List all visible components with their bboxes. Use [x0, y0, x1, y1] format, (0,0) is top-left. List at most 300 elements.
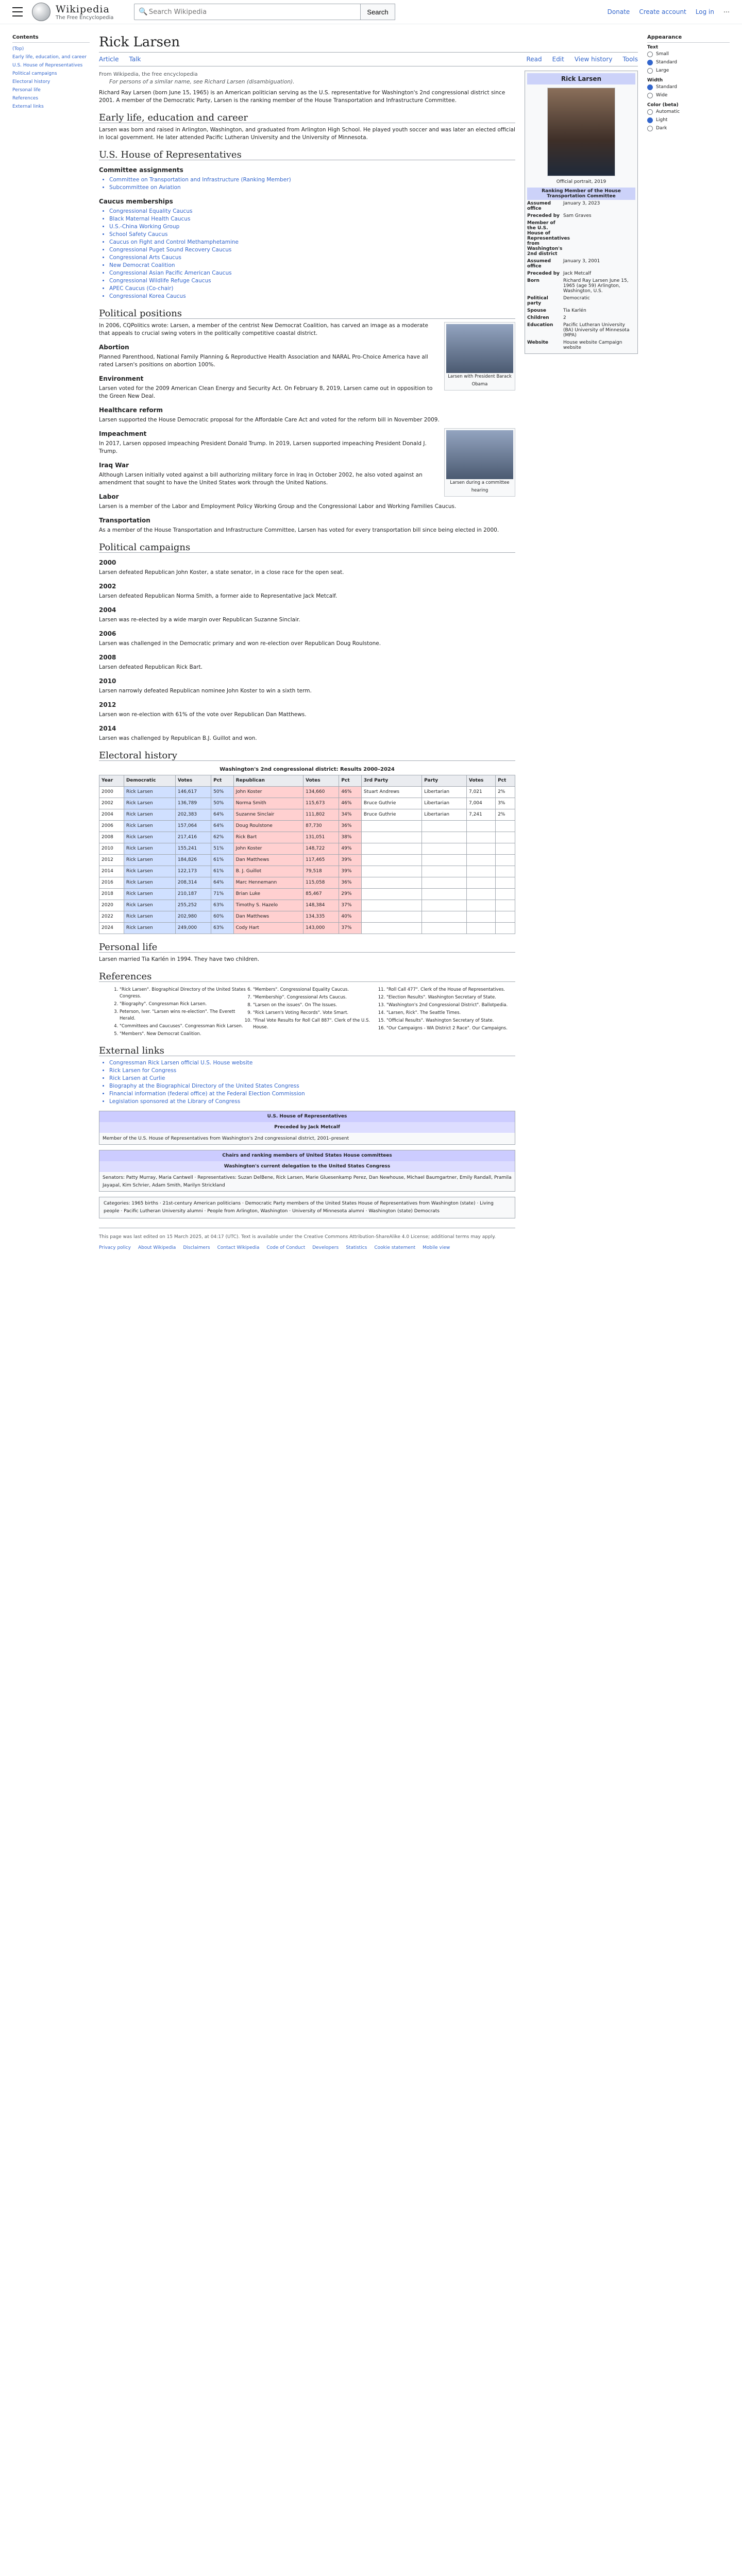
color-automatic-option[interactable] — [647, 108, 730, 116]
campaign-text: Larsen was challenged in the Democratic primary and won re-election over Republican Doug Roulstone. — [99, 640, 381, 647]
table-cell: 117,465 — [303, 855, 339, 866]
infobox-key: Spouse — [527, 308, 546, 313]
table-cell — [466, 923, 495, 934]
list-item[interactable]: • Congressional Wildlife Refuge Caucus — [109, 277, 515, 285]
toc-item[interactable]: Electoral history — [12, 79, 50, 84]
external-link[interactable]: • Congressman Rick Larsen official U.S. House website — [109, 1059, 515, 1067]
column-header: Year — [99, 775, 124, 787]
section-text: In 2017, Larsen opposed impeaching President Donald Trump. In 2019, Larsen supported impeaching President Donald J. Trump. — [99, 440, 427, 454]
year-heading: 2002 — [99, 583, 116, 590]
table-cell: 111,802 — [303, 809, 339, 821]
table-cell: 7,241 — [466, 809, 495, 821]
table-cell: 136,789 — [175, 798, 211, 809]
subsection-heading: Environment — [99, 375, 144, 382]
table-cell: 2008 — [99, 832, 124, 843]
section-text: In 2006, CQPolitics wrote: Larsen, a member of the centrist New Democrat Coalition, has carved an image as a moderate that appeals to crucial swing voters in the politically competitive coastal district. — [99, 323, 428, 336]
list-item[interactable]: • Congressional Asian Pacific American Caucus — [109, 269, 515, 277]
table-cell: Stuart Andrews — [361, 787, 421, 798]
table-cell: 63% — [211, 900, 233, 911]
categories-box[interactable]: Categories: 1965 births · 21st-century American politicians · Democratic Party members of the United States House of Representatives from Washington (state) · Living people · Pacific Lutheran University alumni · People from Arlington, Washington · University of Minnesota alumni · Washington (state) Democrats — [99, 1197, 515, 1218]
table-cell — [496, 900, 515, 911]
tab-view-history[interactable]: View history — [574, 56, 613, 63]
election-table — [99, 764, 515, 934]
site-logo[interactable] — [32, 3, 113, 21]
table-cell: 131,051 — [303, 832, 339, 843]
external-link[interactable]: • Legislation sponsored at the Library of Congress — [109, 1098, 515, 1106]
campaign-text: Larsen was re-elected by a wide margin over Republican Suzanne Sinclair. — [99, 617, 300, 623]
infobox-key: Preceded by — [527, 213, 560, 218]
list-item[interactable]: • U.S.-China Working Group — [109, 223, 515, 231]
external-link[interactable]: • Rick Larsen at Curlie — [109, 1075, 515, 1082]
reference-item[interactable]: 1. "Rick Larsen". Biographical Directory of the United States Congress. — [120, 987, 248, 1000]
year-heading: 2014 — [99, 725, 116, 732]
page-body — [0, 24, 742, 1257]
infobox-title: Rick Larsen — [527, 73, 635, 84]
table-cell: Suzanne Sinclair — [233, 809, 303, 821]
table-cell: Marc Hennemann — [233, 877, 303, 889]
table-row — [99, 866, 515, 877]
site-header — [0, 0, 742, 24]
page-title: Rick Larsen — [99, 35, 638, 53]
tab-talk[interactable]: Talk — [129, 56, 141, 63]
table-cell — [466, 821, 495, 832]
footer-link[interactable]: Statistics — [346, 1245, 367, 1250]
table-row — [99, 923, 515, 934]
color-dark-option[interactable] — [647, 124, 730, 132]
footer-link[interactable]: Mobile view — [423, 1245, 450, 1250]
footer-text: This page was last edited on 15 March 2025, at 04:17 (UTC). Text is available under the Creative Commons Attribution-ShareAlike 4.0 License; additional terms may apply. — [99, 1234, 496, 1240]
section-text: Although Larsen initially voted against a bill authorizing military force in Iraq in October 2002, he also voted against an amendment that sought to have the United States work through the United Nations. — [99, 472, 423, 486]
tab-article[interactable]: Article — [99, 56, 119, 63]
table-cell: 184,826 — [175, 855, 211, 866]
table-cell — [496, 911, 515, 923]
reference-item[interactable]: 12. "Election Results". Washington Secretary of State. — [386, 994, 515, 1001]
table-row — [99, 821, 515, 832]
table-cell — [361, 866, 421, 877]
figure-caption: Larsen during a committee hearing — [450, 480, 510, 493]
page-tabs — [99, 56, 638, 66]
footer-link[interactable]: Contact Wikipedia — [217, 1245, 260, 1250]
table-cell: 122,173 — [175, 866, 211, 877]
table-cell: 143,000 — [303, 923, 339, 934]
table-cell: Rick Larsen — [124, 809, 175, 821]
infobox-value[interactable]: Sam Graves — [563, 213, 592, 218]
table-cell — [466, 900, 495, 911]
section-heading: Early life, education and career — [99, 114, 515, 123]
external-link[interactable]: • Financial information (federal office) at the Federal Election Commission — [109, 1090, 515, 1098]
infobox-value[interactable]: Tia Karlén — [563, 308, 586, 313]
table-cell: Rick Larsen — [124, 787, 175, 798]
footer-link[interactable]: About Wikipedia — [138, 1245, 176, 1250]
table-cell — [466, 866, 495, 877]
table-cell: Dan Matthews — [233, 911, 303, 923]
table-cell: Libertarian — [422, 787, 467, 798]
caucus-list — [99, 208, 515, 300]
navbox-title[interactable]: U.S. House of Representatives — [99, 1111, 515, 1122]
list-item[interactable]: • Subcommittee on Aviation — [109, 184, 515, 192]
reference-item[interactable]: 6. "Members". Congressional Equality Caucus. — [253, 987, 382, 993]
table-cell: 79,518 — [303, 866, 339, 877]
footer-link[interactable]: Privacy policy — [99, 1245, 131, 1250]
text-small-option[interactable] — [647, 50, 730, 58]
section-heading: U.S. House of Representatives — [99, 151, 515, 160]
table-cell: 148,384 — [303, 900, 339, 911]
subsection-heading: Labor — [99, 493, 119, 500]
table-cell: 64% — [211, 809, 233, 821]
tab-edit[interactable]: Edit — [552, 56, 564, 63]
table-cell: Bruce Guthrie — [361, 798, 421, 809]
table-cell: 7,021 — [466, 787, 495, 798]
table-cell — [422, 832, 467, 843]
table-cell — [361, 855, 421, 866]
table-cell: Timothy S. Hazelo — [233, 900, 303, 911]
portrait-image[interactable] — [547, 88, 615, 176]
table-cell: Rick Larsen — [124, 911, 175, 923]
radio-icon — [647, 109, 653, 115]
footer-link[interactable]: Disclaimers — [183, 1245, 210, 1250]
table-cell: 146,617 — [175, 787, 211, 798]
list-item[interactable]: • Caucus on Fight and Control Methamphetamine — [109, 239, 515, 246]
infobox-key: Education — [527, 323, 553, 328]
section-heading: Electoral history — [99, 752, 515, 761]
toc-item[interactable]: External links — [12, 104, 44, 109]
table-cell: 157,064 — [175, 821, 211, 832]
table-cell — [422, 911, 467, 923]
list-item[interactable]: • Committee on Transportation and Infrastructure (Ranking Member) — [109, 176, 515, 184]
infobox-value[interactable] — [563, 221, 635, 257]
toc-item[interactable]: U.S. House of Representatives — [12, 63, 83, 68]
table-cell: 60% — [211, 911, 233, 923]
section-text: Larsen is a member of the Labor and Employment Policy Working Group and the Congressional Labor and Working Families Caucus. — [99, 503, 457, 510]
table-cell — [361, 821, 421, 832]
year-heading: 2000 — [99, 559, 116, 566]
table-header-row — [99, 775, 515, 787]
infobox-key: Born — [527, 278, 539, 283]
main-menu-icon[interactable] — [12, 7, 23, 16]
table-cell: Cody Hart — [233, 923, 303, 934]
external-link[interactable]: • Biography at the Biographical Directory of the United States Congress — [109, 1082, 515, 1090]
table-cell: 87,730 — [303, 821, 339, 832]
reference-item[interactable]: 3. Peterson, Iver. "Larsen wins re-election". The Everett Herald. — [120, 1009, 248, 1022]
navbox-row[interactable]: Senators: Patty Murray, Maria Cantwell · Representatives: Suzan DelBene, Rick Larsen, Marie Gluesenkamp Perez, Dan Newhouse, Michael Baumgartner, Emily Randall, Pramila Jayapal, Kim Schrier, Adam Smith, Marilyn Strickland — [99, 1172, 515, 1191]
section-heading: Personal life — [99, 943, 515, 953]
navbox-row[interactable]: Member of the U.S. House of Representatives from Washington's 2nd congressional district, 2001–present — [99, 1133, 515, 1144]
column-header: 3rd Party — [361, 775, 421, 787]
table-row — [99, 877, 515, 889]
infobox-row — [527, 339, 635, 351]
campaign-text: Larsen narrowly defeated Republican nominee John Koster to win a sixth term. — [99, 688, 312, 694]
infobox-value[interactable]: Pacific Lutheran University (BA) University of Minnesota (MPA) — [563, 323, 630, 338]
reference-item[interactable]: 14. "Larsen, Rick". The Seattle Times. — [386, 1010, 515, 1016]
infobox-value[interactable]: Democratic — [563, 296, 590, 301]
table-cell: 7,004 — [466, 798, 495, 809]
infobox-row — [527, 219, 635, 258]
table-cell: Rick Larsen — [124, 821, 175, 832]
list-item[interactable]: • APEC Caucus (Co-chair) — [109, 285, 515, 293]
toc-title: Contents — [12, 35, 90, 43]
appearance-panel — [647, 24, 730, 1257]
appearance-title: Appearance — [647, 35, 730, 43]
reference-item[interactable]: 9. "Rick Larsen's Voting Records". Vote Smart. — [253, 1010, 382, 1016]
figure — [444, 322, 515, 391]
table-cell — [466, 843, 495, 855]
table-cell: 2000 — [99, 787, 124, 798]
table-row — [99, 787, 515, 798]
table-row — [99, 798, 515, 809]
table-cell: Norma Smith — [233, 798, 303, 809]
campaign-text: Larsen defeated Republican John Koster, a state senator, in a close race for the open seat. — [99, 569, 344, 575]
option-label: Standard — [656, 84, 677, 90]
campaign-text: Larsen defeated Republican Rick Bart. — [99, 664, 203, 670]
table-cell — [496, 889, 515, 900]
article-text — [99, 71, 515, 1257]
reference-item[interactable]: 4. "Committees and Caucuses". Congressman Rick Larsen. — [120, 1023, 248, 1030]
table-cell — [496, 821, 515, 832]
table-cell: 202,980 — [175, 911, 211, 923]
external-links-list — [99, 1059, 515, 1106]
table-cell: Rick Larsen — [124, 866, 175, 877]
infobox-value[interactable]: House website Campaign website — [563, 340, 622, 350]
toc-item[interactable]: (Top) — [12, 46, 24, 52]
navbox — [99, 1111, 515, 1145]
radio-selected-icon — [647, 117, 653, 123]
text-standard-option[interactable] — [647, 58, 730, 66]
table-cell: Rick Larsen — [124, 900, 175, 911]
infobox-key: Assumed office — [527, 201, 551, 211]
infobox-value[interactable]: January 3, 2001 — [563, 259, 600, 264]
tab-tools[interactable]: Tools — [622, 56, 638, 63]
search-icon: 🔍 — [139, 8, 148, 16]
search-input[interactable] — [148, 8, 361, 16]
log-in-link[interactable]: Log in — [695, 8, 714, 15]
table-cell: Rick Larsen — [124, 877, 175, 889]
table-cell: 2006 — [99, 821, 124, 832]
option-label: Large — [656, 68, 669, 73]
references-list — [99, 987, 515, 1038]
table-cell — [466, 877, 495, 889]
infobox-row — [527, 307, 635, 314]
table-cell — [496, 832, 515, 843]
donate-link[interactable]: Donate — [607, 8, 630, 15]
toc-item[interactable]: Political campaigns — [12, 71, 57, 76]
table-cell: 61% — [211, 855, 233, 866]
width-standard-option[interactable] — [647, 83, 730, 91]
radio-icon — [647, 93, 653, 98]
year-heading: 2010 — [99, 677, 116, 685]
table-cell: 37% — [339, 923, 361, 934]
figure-image[interactable] — [446, 324, 513, 373]
section-text: Larsen supported the House Democratic proposal for the Affordable Care Act and voted for the reform bill in November 2009. — [99, 417, 440, 423]
table-cell: 2018 — [99, 889, 124, 900]
subsection-heading: Committee assignments — [99, 166, 183, 174]
table-cell — [422, 866, 467, 877]
table-cell: 148,722 — [303, 843, 339, 855]
column-header: Votes — [303, 775, 339, 787]
table-cell: 2010 — [99, 843, 124, 855]
article-body — [99, 71, 638, 1257]
wikipedia-globe-icon — [32, 3, 50, 21]
infobox-row — [527, 200, 635, 212]
column-header: Pct — [339, 775, 361, 787]
main-content — [90, 24, 647, 1257]
reference-item[interactable]: 15. "Official Results". Washington Secretary of State. — [386, 1018, 515, 1024]
table-row — [99, 832, 515, 843]
table-cell: Brian Luke — [233, 889, 303, 900]
table-cell: Rick Bart — [233, 832, 303, 843]
list-item[interactable]: • Congressional Arts Caucus — [109, 254, 515, 262]
table-cell: 50% — [211, 787, 233, 798]
column-header: Votes — [466, 775, 495, 787]
section-text: Planned Parenthood, National Family Planning & Reproductive Health Association and NARAL Pro-Choice America have all rated Larsen's positions on abortion 100%. — [99, 354, 428, 368]
election-table-body — [99, 787, 515, 934]
reference-item[interactable]: 11. "Roll Call 477". Clerk of the House of Representatives. — [386, 987, 515, 993]
list-item[interactable]: • School Safety Caucus — [109, 231, 515, 239]
infobox-row — [527, 212, 635, 219]
infobox-value[interactable]: Jack Metcalf — [563, 271, 592, 276]
table-cell: 46% — [339, 787, 361, 798]
infobox-row — [527, 295, 635, 307]
toc-item[interactable]: Early life, education, and career — [12, 55, 87, 60]
navbox-title[interactable]: Chairs and ranking members of United States House committees — [99, 1150, 515, 1161]
width-wide-option[interactable] — [647, 91, 730, 99]
section-heading: Political campaigns — [99, 544, 515, 553]
search-button[interactable]: Search — [360, 4, 395, 20]
campaign-text: Larsen was challenged by Republican B.J. Guillot and won. — [99, 735, 257, 741]
figure-image[interactable] — [446, 430, 513, 479]
column-header: Votes — [175, 775, 211, 787]
section-heading: External links — [99, 1047, 515, 1056]
radio-icon — [647, 126, 653, 131]
list-item[interactable]: • Congressional Puget Sound Recovery Caucus — [109, 246, 515, 254]
color-light-option[interactable] — [647, 116, 730, 124]
table-cell — [466, 855, 495, 866]
navbox-group[interactable]: Washington's current delegation to the United States Congress — [99, 1161, 515, 1172]
footer-link[interactable]: Cookie statement — [374, 1245, 416, 1250]
option-label: Dark — [656, 126, 667, 131]
list-item[interactable]: • Congressional Korea Caucus — [109, 293, 515, 300]
table-cell: 115,058 — [303, 877, 339, 889]
infobox-row — [527, 314, 635, 321]
table-cell: 155,241 — [175, 843, 211, 855]
table-cell — [361, 843, 421, 855]
table-cell: 37% — [339, 900, 361, 911]
table-cell: 134,660 — [303, 787, 339, 798]
table-cell: 36% — [339, 821, 361, 832]
table-cell: 61% — [211, 866, 233, 877]
table-cell: 249,000 — [175, 923, 211, 934]
external-link[interactable]: • Rick Larsen for Congress — [109, 1067, 515, 1075]
option-label: Light — [656, 117, 668, 123]
table-cell — [422, 877, 467, 889]
radio-icon — [647, 68, 653, 74]
from-line: From Wikipedia, the free encyclopedia — [99, 72, 198, 77]
reference-item[interactable]: 5. "Members". New Democrat Coalition. — [120, 1031, 248, 1038]
table-cell — [422, 843, 467, 855]
table-cell — [466, 889, 495, 900]
table-cell: 63% — [211, 923, 233, 934]
table-cell — [361, 877, 421, 889]
campaign-text: Larsen defeated Republican Norma Smith, a former aide to Representative Jack Metcalf. — [99, 593, 338, 599]
subsection-heading: Iraq War — [99, 462, 129, 469]
option-label: Automatic — [656, 109, 680, 114]
tagline: The Free Encyclopedia — [56, 14, 114, 21]
option-label: Small — [656, 52, 669, 57]
header-links — [608, 8, 730, 15]
create-account-link[interactable]: Create account — [639, 8, 686, 15]
section-heading: Political positions — [99, 310, 515, 319]
table-cell: 3% — [496, 798, 515, 809]
infobox-value[interactable]: January 3, 2023 — [563, 201, 600, 206]
radio-icon — [647, 52, 653, 57]
table-cell: 115,673 — [303, 798, 339, 809]
list-item[interactable]: • New Democrat Coalition — [109, 262, 515, 269]
table-cell: 38% — [339, 832, 361, 843]
table-row — [99, 809, 515, 821]
subsection-heading: Caucus memberships — [99, 198, 173, 205]
navbox-group[interactable]: Preceded by Jack Metcalf — [99, 1122, 515, 1133]
infobox-row — [527, 258, 635, 270]
section-text: Larsen was born and raised in Arlington, Washington, and graduated from Arlington High School. He played youth soccer and was later an elected official in local government. He later attended Pacific Lutheran University and the University of Minnesota. — [99, 127, 515, 141]
table-cell: 2% — [496, 787, 515, 798]
reference-item[interactable]: 7. "Membership". Congressional Arts Caucus. — [253, 994, 382, 1001]
reference-item[interactable]: 8. "Larsen on the issues". On The Issues. — [253, 1002, 382, 1009]
table-cell — [496, 923, 515, 934]
table-cell: Libertarian — [422, 798, 467, 809]
table-cell: 50% — [211, 798, 233, 809]
table-cell — [422, 900, 467, 911]
table-caption: Washington's 2nd congressional district: Results 2000–2024 — [220, 767, 395, 772]
table-cell: 46% — [339, 798, 361, 809]
infobox-key: Preceded by — [527, 271, 560, 276]
infobox-row — [527, 270, 635, 277]
text-large-option[interactable] — [647, 66, 730, 75]
infobox-key: Political party — [527, 296, 548, 306]
infobox-key: Website — [527, 340, 549, 345]
reference-item[interactable]: 16. "Our Campaigns - WA District 2 Race". Our Campaigns. — [386, 1025, 515, 1032]
table-cell: Rick Larsen — [124, 923, 175, 934]
footer-link[interactable]: Code of Conduct — [266, 1245, 306, 1250]
year-heading: 2004 — [99, 606, 116, 614]
list-item[interactable]: • Congressional Equality Caucus — [109, 208, 515, 215]
figure — [444, 428, 515, 497]
table-cell — [496, 855, 515, 866]
table-cell — [466, 911, 495, 923]
table-cell: 62% — [211, 832, 233, 843]
reference-item[interactable]: 13. "Washington's 2nd Congressional District". Ballotpedia. — [386, 1002, 515, 1009]
table-cell: 85,467 — [303, 889, 339, 900]
toc-item[interactable]: References — [12, 96, 39, 101]
infobox-value[interactable]: 2 — [563, 315, 566, 320]
table-cell: Rick Larsen — [124, 798, 175, 809]
year-heading: 2006 — [99, 630, 116, 637]
table-cell: 2016 — [99, 877, 124, 889]
user-menu-icon[interactable]: ⋯ — [723, 8, 730, 15]
table-cell — [422, 923, 467, 934]
table-cell — [466, 832, 495, 843]
table-cell: 39% — [339, 866, 361, 877]
table-cell — [361, 900, 421, 911]
text-size-label: Text — [647, 45, 659, 50]
table-cell: 49% — [339, 843, 361, 855]
tab-read[interactable]: Read — [526, 56, 542, 63]
list-item[interactable]: • Black Maternal Health Caucus — [109, 215, 515, 223]
reference-item[interactable]: 2. "Biography". Congressman Rick Larsen. — [120, 1001, 248, 1008]
toc-item[interactable]: Personal life — [12, 88, 41, 93]
infobox-value[interactable]: Richard Ray Larsen June 15, 1965 (age 59) Arlington, Washington, U.S. — [563, 278, 629, 294]
reference-item[interactable]: 10. "Final Vote Results for Roll Call 887". Clerk of the U.S. House. — [253, 1018, 382, 1031]
footer-link[interactable]: Developers — [312, 1245, 339, 1250]
hatnote: For persons of a similar name, see Richard Larsen (disambiguation). — [109, 79, 295, 85]
